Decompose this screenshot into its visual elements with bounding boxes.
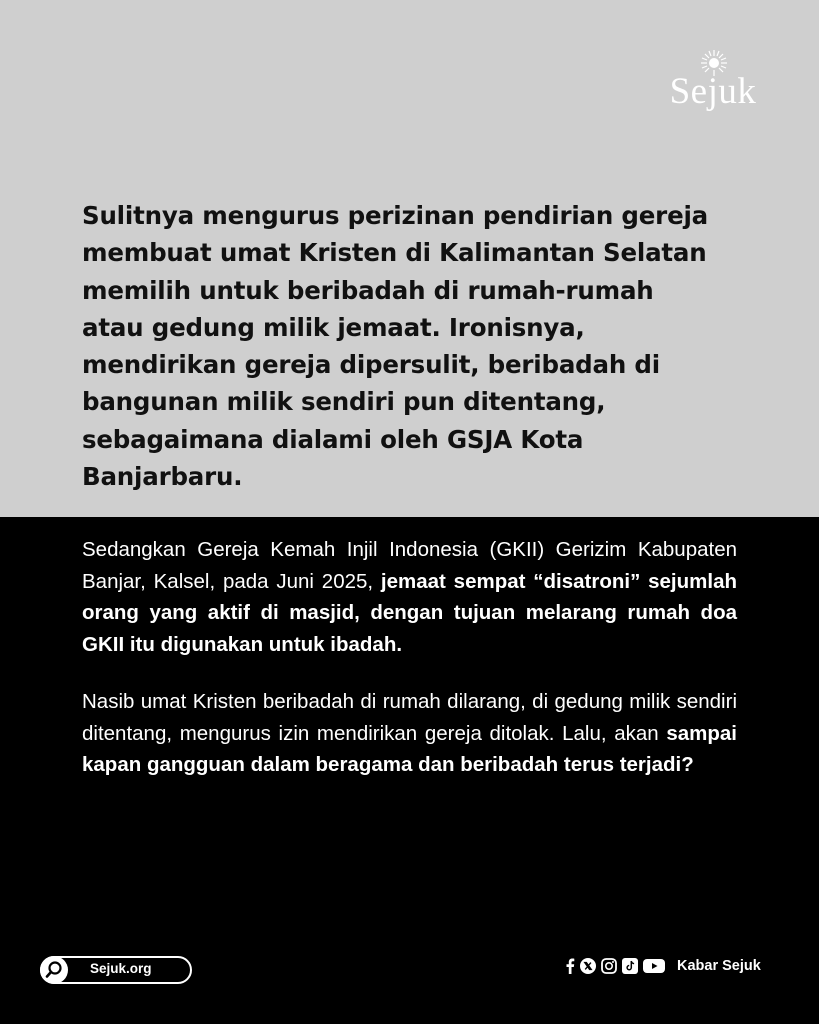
website-search-bar[interactable] bbox=[40, 956, 192, 984]
search-icon-wrap bbox=[40, 956, 68, 984]
paragraph-2-normal: Nasib umat Kristen beribadah di rumah dilarang, di gedung milik sendiri ditentang, mengurus izin mendirikan gereja ditolak. Lalu, akan bbox=[82, 690, 737, 745]
social-media-bar bbox=[565, 957, 761, 975]
sejuk-logo bbox=[663, 48, 763, 118]
paragraph-1-normal: Sedangkan Gereja Kemah Injil Indonesia (GKII) Gerizim Kabupaten Banjar, Kalsel, pada Juni 2025, bbox=[82, 538, 737, 593]
instagram-icon[interactable] bbox=[601, 958, 617, 974]
social-handle: Kabar Sejuk bbox=[677, 958, 761, 974]
tiktok-icon[interactable] bbox=[622, 958, 638, 974]
search-icon bbox=[40, 956, 68, 984]
logo-text: Sejuk bbox=[669, 71, 757, 112]
x-icon[interactable] bbox=[580, 958, 596, 974]
paragraph-1-bold: jemaat sempat “disatroni” sejumlah orang yang aktif di masjid, dengan tujuan melarang rumah doa GKII itu digunakan untuk ibadah. bbox=[82, 569, 737, 657]
facebook-icon[interactable] bbox=[565, 958, 575, 974]
headline: Sulitnya mengurus perizinan pendirian gereja membuat umat Kristen di Kalimantan Selatan memilih untuk beribadah di rumah-rumah atau gedung milik jemaat. Ironisnya, mendirikan gereja dipersulit, beribadah di bangunan milik sendiri pun ditentang, sebagaimana dialami oleh GSJA Kota Banjarbaru. bbox=[82, 201, 709, 492]
paragraph-1 bbox=[82, 534, 737, 661]
website-link[interactable]: Sejuk.org bbox=[90, 961, 152, 976]
youtube-icon[interactable] bbox=[643, 958, 665, 974]
paragraph-2 bbox=[82, 686, 737, 781]
paragraph-2-bold: sampai kapan gangguan dalam beragama dan beribadah terus terjadi? bbox=[82, 721, 737, 777]
